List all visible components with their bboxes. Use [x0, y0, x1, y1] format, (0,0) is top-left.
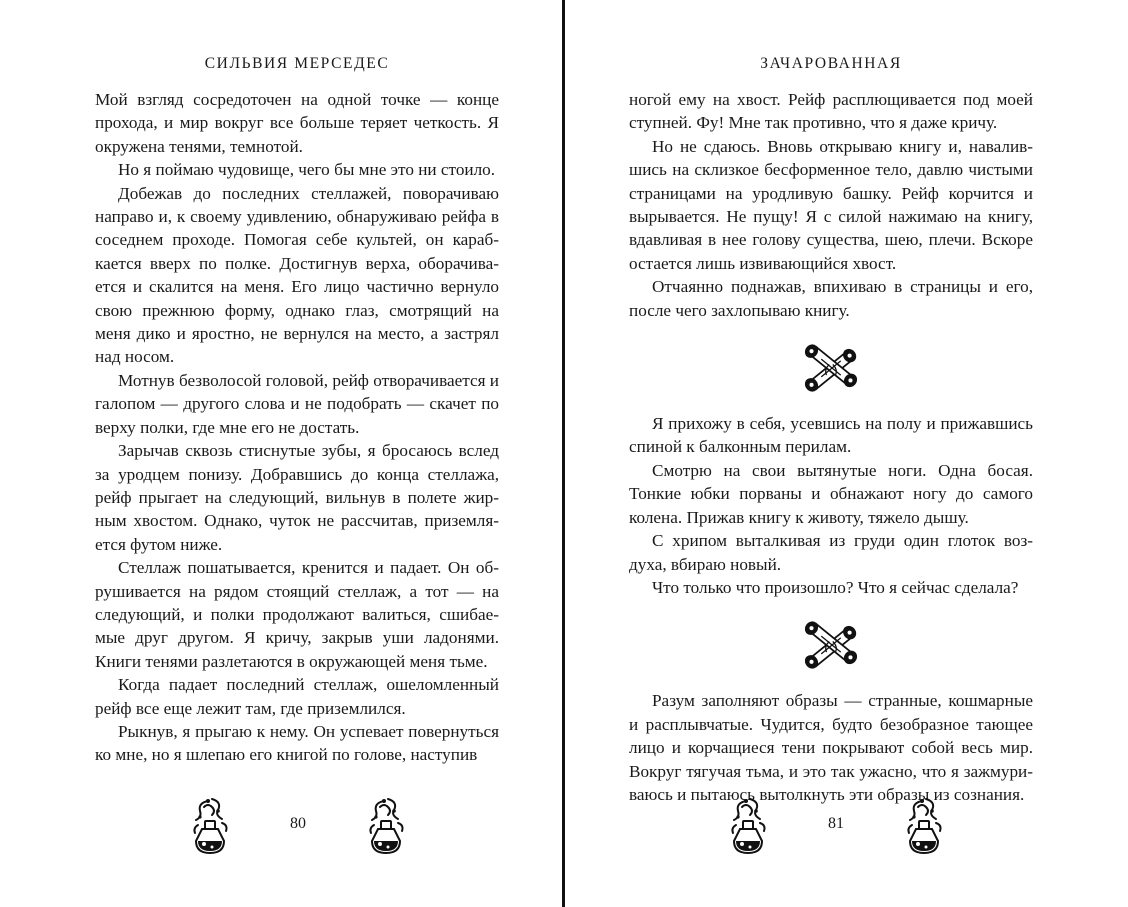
potion-bottle-vignette-icon: [902, 795, 946, 857]
paragraph: Отчаянно поднажав, впихиваю в страницы и его, после чего захлопываю книгу.: [629, 277, 1033, 320]
crossed-scrolls-icon: [800, 620, 862, 670]
paragraph: Добежав до последних стеллажей, поворачиваю направо и, к своему удивлению, обнаруживаю рейфа в соседнем проходе. Помогая себе культей, он карабкается вверх по полке. Достигнув верха, оборачивается и скалится на меня. Его лицо частично вернуло свою прежнюю форму, однако глаз, смотрящий на меня дико и яростно, не вернулся на место, а застрял над носом.: [95, 183, 499, 367]
section-break: [629, 333, 1033, 403]
paragraph: Разум заполняют образы — странные, кошмарные и расплывчатые. Чудится, будто безобразное тающее лицо и корчащиеся тени покрывают собой весь мир. Вокруг тягучая тьма, и это так ужасно, что я зажмуриваюсь и пытаюсь вытолкнуть эти образы из сознания.: [629, 691, 1033, 804]
paragraph: Когда падает последний стеллаж, ошеломленный рейф все еще лежит там, где приземлился.: [95, 675, 499, 718]
paragraph: Но я поймаю чудовище, чего бы мне это ни стоило.: [118, 160, 496, 180]
section-break: [629, 610, 1033, 680]
paragraph: Мой взгляд сосредоточен на одной точке — конце прохода, и мир вокруг все больше теряет четкость. Я окружена тенями, темнотой.: [95, 90, 499, 156]
running-head-author: СИЛЬВИЯ МЕРСЕДЕС: [204, 55, 390, 72]
paragraph: Что только что произошло? Что я сейчас сделала?: [652, 577, 1019, 597]
paragraph: Мотнув безволосой головой, рейф отворачивается и галопом — другого слова и не подобрать — скачет по верху полки, где мне его не достать.: [95, 370, 499, 437]
running-head-title: ЗАЧАРОВАННАЯ: [760, 55, 902, 72]
paragraph: С хрипом выталкивая из груди один глоток воздуха, вбираю новый.: [629, 531, 1033, 574]
paragraph: Зарычав сквозь стиснутые зубы, я бросаюсь вслед за уродцем понизу. Добравшись до конца стеллажа, рейф прыгает на следующий, вильнув в полете жирным хвостом. Однако, чуток не рассчитав, приземляется футом ниже.: [95, 441, 499, 554]
paragraph: Я прихожу в себя, усевшись на полу и прижавшись спиной к балконным перилам.: [629, 414, 1033, 457]
left-page: [0, 0, 563, 907]
right-page-footer: [726, 795, 946, 859]
paragraph: Смотрю на свои вытянутые ноги. Одна босая. Тонкие юбки порваны и обнажают ногу до самого колена. Прижав книгу к животу, тяжело дышу.: [629, 460, 1033, 527]
page-number: 81: [828, 815, 844, 832]
paragraph: Стеллаж пошатывается, кренится и падает. Он обрушивается на рядом стоящий стеллаж, а тот — на следующий, и полки продолжают валиться, сшибаемые друг другом. Я кричу, закрыв уши ладонями. Книги тенями разлетаются в окружающей меня тьме.: [95, 558, 499, 671]
right-page-body: [629, 88, 1033, 806]
page-number: 80: [290, 815, 306, 832]
left-page-body: [95, 88, 499, 767]
crossed-scrolls-icon: [800, 343, 862, 393]
right-page: [566, 0, 1128, 907]
left-page-footer: [188, 795, 408, 859]
paragraph: ногой ему на хвост. Рейф расплющивается под моей ступней. Фу! Мне так противно, что я даже кричу.: [629, 90, 1033, 133]
paragraph: Рыкнув, я прыгаю к нему. Он успевает повернуться ко мне, но я шлепаю его книгой по голове, наступив: [95, 721, 499, 765]
potion-bottle-vignette-icon: [364, 795, 408, 857]
paragraph: Но не сдаюсь. Вновь открываю книгу и, навалившись на склизкое бесформенное тело, давлю чистыми страницами на уродливую башку. Рейф корчится и вырывается. Не пущу! Я с силой нажимаю на книгу, вдавливая в нее голову существа, шею, плечи. Вскоре остается лишь извивающийся хвост.: [629, 136, 1033, 273]
